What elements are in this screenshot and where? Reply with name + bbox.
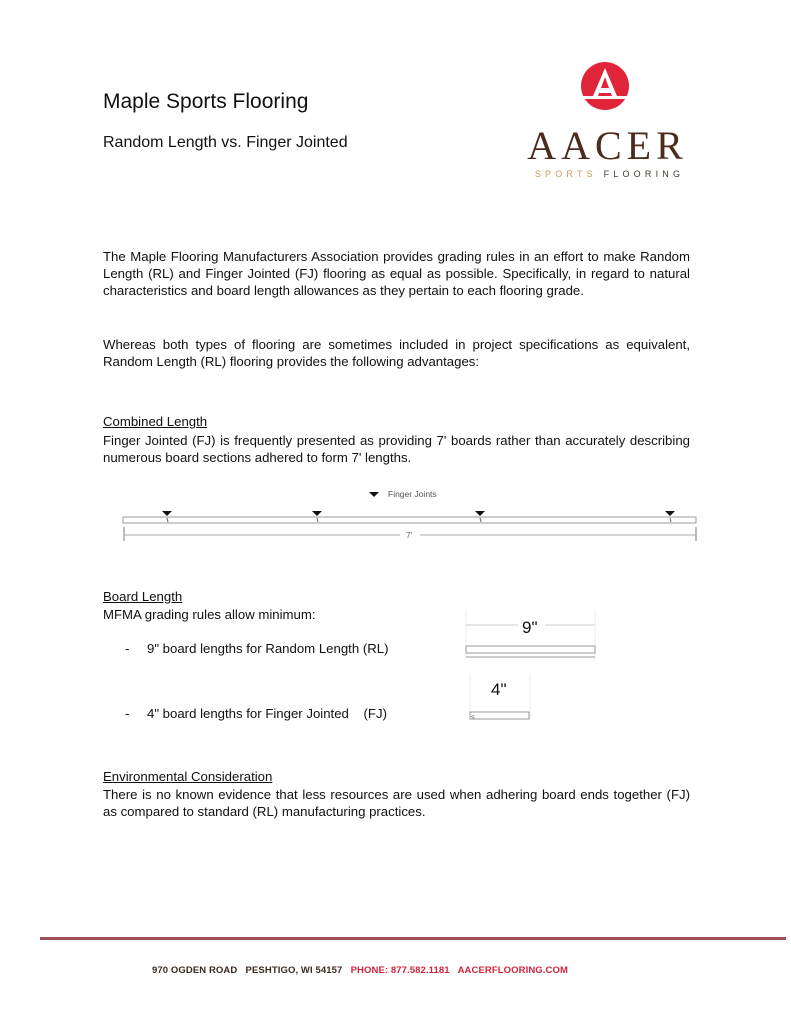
joint-markers [162, 511, 675, 516]
heading-combined-length: Combined Length [103, 414, 208, 429]
footer-divider [40, 937, 786, 940]
combined-length-body: Finger Jointed (FJ) is frequently presented as providing 7' boards rather than accurately describing numerous board sections adhered to form 7' lengths. [103, 433, 690, 465]
length-label: 7' [406, 530, 413, 540]
footer-contact [152, 965, 568, 976]
tagline-flooring: FLOORING [603, 169, 685, 179]
footer-address: 970 OGDEN ROAD PESHTIGO, WI 54157 [152, 965, 343, 976]
four-inch-board [470, 712, 529, 719]
nine-inch-label: 9" [522, 618, 538, 637]
finger-joint-diagram [118, 484, 703, 546]
legend-label: Finger Joints [388, 489, 437, 499]
footer-website-link[interactable]: AACERFLOORING.COM [457, 965, 568, 976]
board-length-figures [460, 605, 610, 730]
page-subtitle: Random Length vs. Finger Jointed [103, 134, 348, 151]
tagline-sports: SPORTS [534, 169, 597, 179]
intro-paragraph-1: The Maple Flooring Manufacturers Association provides grading rules in an effort to make Random Length (RL) and Finger Jointed (FJ) flooring as equal as possible. Specifically, in regard to natural characteristics and board length allowances as they pertain to each flooring grade. [103, 249, 690, 298]
bullet-dash: - [125, 706, 130, 721]
heading-environmental: Environmental Consideration [103, 769, 273, 784]
page-title: Maple Sports Flooring [103, 90, 309, 113]
bullet-text: 9" board lengths for Random Length (RL) [147, 641, 389, 656]
legend-triangle-icon [369, 492, 379, 497]
aacer-logo [520, 62, 695, 187]
down-triangle-icon [312, 511, 322, 516]
svg-text:≤: ≤ [471, 714, 475, 721]
bullet-text: 4" board lengths for Finger Jointed (FJ) [147, 706, 387, 721]
environmental-body: There is no known evidence that less resources are used when adhering board ends together (FJ) as compared to standard (RL) manufacturing practices. [103, 787, 690, 819]
footer-phone: PHONE: 877.582.1181 [350, 965, 450, 976]
nine-inch-board [466, 646, 595, 653]
board-length-intro: MFMA grading rules allow minimum: [103, 607, 316, 622]
logo-wordmark: AACER [527, 123, 688, 168]
logo-tagline [522, 169, 697, 179]
aacer-a-circle-icon [581, 62, 629, 110]
heading-board-length: Board Length [103, 589, 183, 604]
bullet-item [125, 641, 388, 656]
four-inch-label: 4" [491, 680, 507, 699]
bullet-item [125, 706, 387, 721]
intro-paragraph-2: Whereas both types of flooring are sometimes included in project specifications as equivalent, Random Length (RL) flooring provides the following advantages: [103, 337, 690, 369]
down-triangle-icon [665, 511, 675, 516]
bullet-dash: - [125, 641, 130, 656]
down-triangle-icon [475, 511, 485, 516]
down-triangle-icon [162, 511, 172, 516]
